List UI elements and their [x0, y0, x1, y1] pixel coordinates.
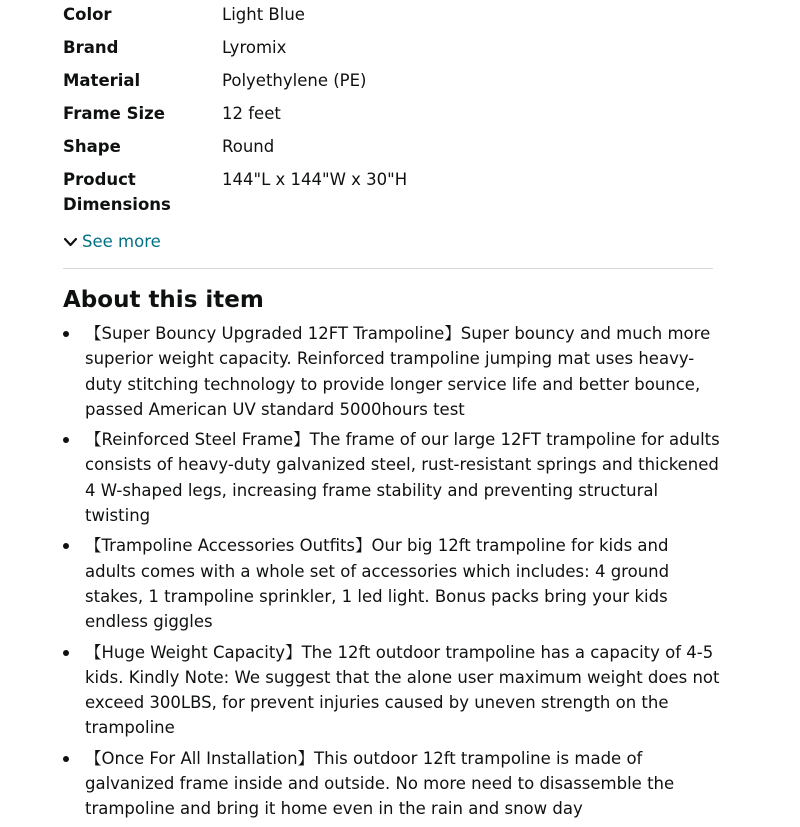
- spec-label: Product Dimensions: [63, 170, 171, 214]
- spec-label: Color: [63, 5, 112, 24]
- list-item: [63, 746, 723, 822]
- spec-label: Shape: [63, 137, 121, 156]
- bullet-text: 【Super Bouncy Upgraded 12FT Trampoline】Super bouncy and much more superior weight capacity. Reinforced trampoline jumping mat uses heavy-duty stitching technology to provide longer service life and better bounce, passed American UV standard 5000hours test: [85, 324, 711, 419]
- bullet-text: 【Once For All Installation】This outdoor 12ft trampoline is made of galvanized frame inside and outside. No more need to disassemble the trampoline and bring it home even in the rain and snow day: [85, 748, 675, 819]
- spec-label: Brand: [63, 38, 119, 57]
- spec-value: Light Blue: [222, 5, 305, 24]
- bullet-dot: [63, 543, 69, 549]
- about-bullet-list: [63, 321, 723, 827]
- spec-row-product-dimensions: [63, 165, 723, 223]
- list-item: [63, 427, 723, 528]
- see-more-link[interactable]: [63, 229, 161, 254]
- spec-value: 12 feet: [222, 104, 281, 123]
- spec-row-frame-size: [63, 99, 723, 132]
- spec-label: Frame Size: [63, 104, 165, 123]
- list-item: [63, 640, 723, 741]
- bullet-dot: [63, 437, 69, 443]
- see-more-label: See more: [82, 232, 161, 251]
- spec-value: 144"L x 144"W x 30"H: [222, 170, 408, 189]
- bullet-dot: [63, 756, 69, 762]
- spec-label: Material: [63, 71, 141, 90]
- bullet-dot: [63, 650, 69, 656]
- bullet-text: 【Huge Weight Capacity】The 12ft outdoor trampoline has a capacity of 4-5 kids. Kindly Note: We suggest that the alone user maximum weight does not exceed 300LBS, for prevent injuries caused by uneven strength on the trampoline: [85, 642, 720, 738]
- spec-row-color: [63, 0, 723, 33]
- product-specs-table: [63, 0, 723, 223]
- bullet-text: 【Reinforced Steel Frame】The frame of our large 12FT trampoline for adults consists of heavy-duty galvanized steel, rust-resistant springs and thickened 4 W-shaped legs, increasing frame stability and preventing structural twisting: [85, 430, 720, 526]
- spec-value: Polyethylene (PE): [222, 71, 367, 90]
- spec-value: Lyromix: [222, 38, 287, 57]
- bullet-dot: [63, 331, 69, 337]
- spec-row-shape: [63, 132, 723, 165]
- section-divider: [63, 268, 713, 269]
- spec-row-brand: [63, 33, 723, 66]
- chevron-down-icon: [63, 236, 78, 248]
- list-item: [63, 321, 723, 422]
- list-item: [63, 533, 723, 634]
- bullet-text: 【Trampoline Accessories Outfits】Our big 12ft trampoline for kids and adults comes with a whole set of accessories which includes: 4 ground stakes, 1 trampoline sprinkler, 1 led light. Bonus packs bring your kids endless giggles: [85, 536, 670, 632]
- spec-row-material: [63, 66, 723, 99]
- about-this-item-heading: About this item: [63, 287, 264, 313]
- spec-value: Round: [222, 137, 275, 156]
